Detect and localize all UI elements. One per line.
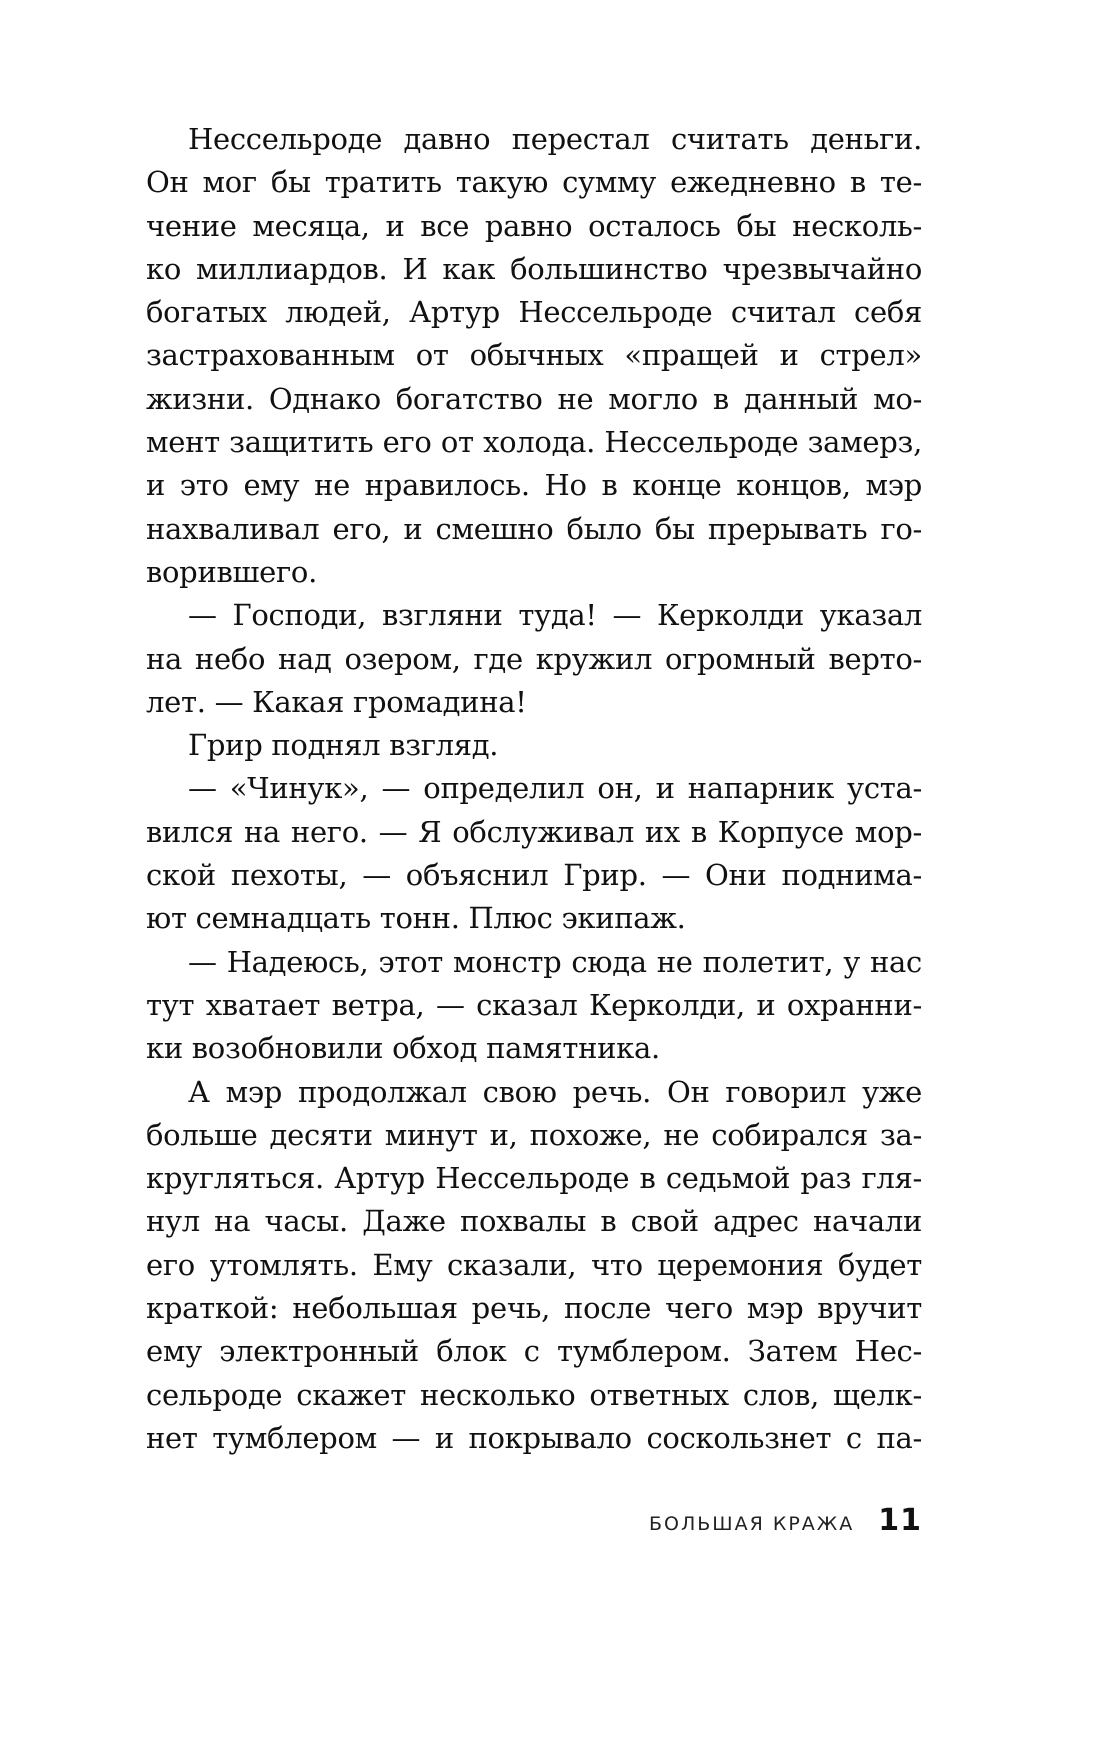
text-line: мент защитить его от холода. Нессельроде замерз, [146, 425, 922, 460]
text-line: — Господи, взгляни туда! — Керколди указал [188, 598, 922, 633]
text-line: застрахованным от обычных «пращей и стрел» [146, 338, 922, 373]
page-body-text [146, 118, 922, 1460]
text-line: А мэр продолжал свою речь. Он говорил уже [188, 1074, 922, 1109]
text-line: ки возобновили обход памятника. [146, 1031, 660, 1066]
text-line: лет. — Какая громадина! [146, 684, 527, 719]
text-line: ской пехоты, — объяснил Грир. — Они поднима- [146, 858, 922, 893]
text-line: ют семнадцать тонн. Плюс экипаж. [146, 901, 686, 936]
text-line: кругляться. Артур Нессельроде в седьмой раз гля- [146, 1161, 922, 1196]
text-line: вился на него. — Я обслуживал их в Корпусе мор- [146, 814, 922, 849]
text-line: — «Чинук», — определил он, и напарник уста- [188, 771, 922, 806]
text-line: на небо над озером, где кружил огромный верто- [146, 641, 922, 676]
text-line: нет тумблером — и покрывало соскользнет с па- [146, 1420, 922, 1455]
text-line: чение месяца, и все равно осталось бы несколь- [146, 208, 922, 243]
text-line: краткой: небольшая речь, после чего мэр вручит [146, 1291, 922, 1326]
page-footer [560, 1503, 922, 1543]
text-line: жизни. Однако богатство не могло в данный мо- [146, 381, 922, 416]
text-line: больше десяти минут и, похоже, не собирался за- [146, 1117, 922, 1152]
text-line: Нессельроде давно перестал считать деньги. [188, 122, 922, 156]
text-line: нахваливал его, и смешно было бы прерывать го- [146, 511, 922, 546]
text-line: ему электронный блок с тумблером. Затем Нес- [146, 1334, 922, 1369]
running-title: БОЛЬШАЯ КРАЖА [648, 1513, 855, 1535]
text-line: — Надеюсь, этот монстр сюда не полетит, у нас [188, 944, 922, 979]
text-line: его утомлять. Ему сказали, что церемония будет [146, 1247, 922, 1282]
text-line: ворившего. [146, 554, 318, 589]
text-line: тут хватает ветра, — сказал Керколди, и охранни- [146, 987, 922, 1022]
text-line: Он мог бы тратить такую сумму ежедневно в те- [146, 165, 922, 200]
text-line: и это ему не нравилось. Но в конце концов, мэр [146, 468, 922, 503]
page-number: 11 [878, 1503, 922, 1538]
text-line: сельроде скажет несколько ответных слов, щелк- [146, 1377, 922, 1412]
text-line: Грир поднял взгляд. [188, 728, 499, 763]
text-line: нул на часы. Даже похвалы в свой адрес начали [146, 1204, 922, 1239]
text-line: ко миллиардов. И как большинство чрезвычайно [146, 251, 922, 286]
text-line: богатых людей, Артур Нессельроде считал себя [146, 295, 922, 330]
